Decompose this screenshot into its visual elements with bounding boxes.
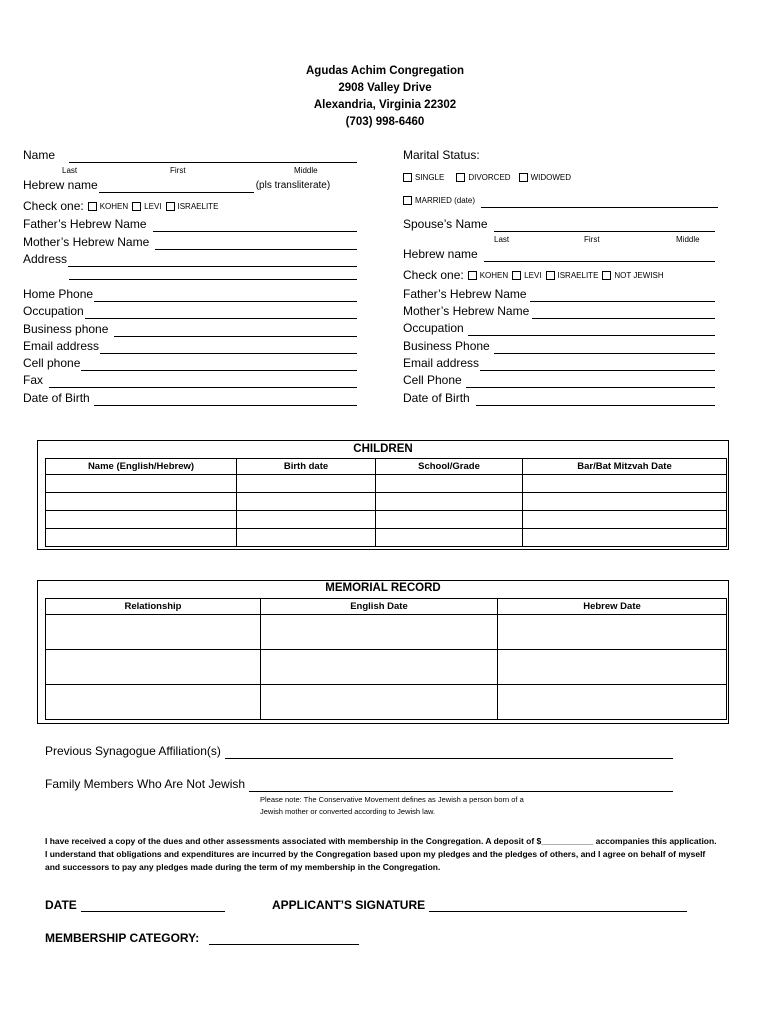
checkbox-icon [468, 271, 477, 280]
table-row[interactable] [46, 615, 727, 650]
tribe-check-left [23, 199, 357, 214]
spouse-name-label: Spouse’s Name [403, 217, 488, 231]
table-row[interactable] [46, 493, 727, 511]
note-line-2: Jewish mother or converted according to Jewish law. [260, 807, 436, 816]
spouse-mothers-hebrew-line[interactable] [532, 307, 715, 319]
signature-field[interactable] [272, 898, 687, 912]
date-line[interactable] [81, 900, 225, 912]
spouse-first-sub: First [584, 235, 600, 244]
business-phone-line[interactable] [114, 325, 357, 337]
membership-category-field[interactable] [45, 931, 359, 945]
spouse-fathers-hebrew-line[interactable] [530, 290, 715, 302]
israelite-label: ISRAELITE [177, 202, 219, 211]
org-street: 2908 Valley Drive [338, 82, 432, 94]
spouse-kohen-checkbox[interactable] [468, 268, 508, 283]
memorial-title: MEMORIAL RECORD [325, 582, 441, 594]
spouse-kohen-label: KOHEN [479, 271, 509, 280]
spouse-name-line[interactable] [494, 220, 716, 232]
table-row[interactable] [46, 475, 727, 493]
checkbox-icon [602, 271, 611, 280]
spouse-cell-phone-line[interactable] [466, 376, 715, 388]
name-last-sub: Last [62, 166, 78, 175]
spouse-email-line[interactable] [480, 359, 715, 371]
fax-field[interactable] [23, 373, 357, 388]
single-checkbox[interactable] [403, 170, 444, 185]
occupation-line[interactable] [85, 307, 357, 319]
check-one-label: Check one: [23, 199, 84, 213]
checkbox-icon [403, 196, 412, 205]
address-line-1[interactable] [68, 255, 357, 267]
checkbox-icon [166, 202, 175, 211]
note-line-1: Please note: The Conservative Movement defines as Jewish a person born of a [260, 795, 524, 804]
spouse-hebrew-name-line[interactable] [484, 250, 715, 262]
kohen-checkbox[interactable] [88, 199, 128, 214]
family-not-jewish-line[interactable] [249, 780, 673, 792]
spouse-email-field[interactable] [403, 356, 715, 371]
levi-checkbox[interactable] [132, 199, 161, 214]
address-line-2[interactable] [69, 279, 357, 280]
table-row[interactable] [46, 685, 727, 720]
mothers-hebrew-line[interactable] [155, 238, 357, 250]
membership-statement: I have received a copy of the dues and other assessments associated with membership in the Congregation. A deposit of $___________ accompanies this application. I understand that obligations and expenditures are incurred by the Congregation based upon my pledges and the pledges of others, and I agree on behalf of myself and successors to pay any pledges made during the term of my membership in the Congregation. [45, 836, 717, 872]
spouse-hebrew-name-label: Hebrew name [403, 247, 478, 261]
table-row[interactable] [46, 511, 727, 529]
email-field[interactable] [23, 339, 357, 354]
occupation-field[interactable] [23, 304, 357, 319]
married-label: MARRIED (date) [415, 196, 476, 205]
spouse-occupation-label: Occupation [403, 321, 464, 335]
dob-label: Date of Birth [23, 391, 90, 405]
checkbox-icon [456, 173, 465, 182]
name-label: Name [23, 148, 56, 162]
business-phone-field[interactable] [23, 322, 357, 337]
married-checkbox[interactable] [403, 193, 475, 208]
spouse-occupation-field[interactable] [403, 321, 715, 336]
marital-status-label: Marital Status: [403, 148, 480, 162]
prev-synagogue-label: Previous Synagogue Affiliation(s) [45, 744, 221, 758]
checkbox-icon [512, 271, 521, 280]
spouse-not-jewish-checkbox[interactable] [602, 268, 663, 283]
spouse-business-phone-field[interactable] [403, 339, 715, 354]
signature-label: APPLICANT’S SIGNATURE [272, 898, 426, 912]
spouse-business-phone-line[interactable] [494, 342, 715, 354]
spouse-check-one-label: Check one: [403, 268, 464, 282]
org-phone: (703) 998-6460 [345, 116, 425, 128]
spouse-dob-field[interactable] [403, 391, 715, 406]
memorial-header-row [46, 599, 727, 615]
memorial-col-hebrew-date: Hebrew Date [498, 599, 727, 615]
address-field[interactable] [23, 252, 357, 267]
checkbox-icon [88, 202, 97, 211]
children-header-row [46, 459, 727, 475]
name-middle-sub: Middle [294, 166, 318, 175]
name-first-sub: First [170, 166, 186, 175]
family-not-jewish-field[interactable] [45, 777, 673, 792]
checkbox-icon [403, 173, 412, 182]
divorced-checkbox[interactable] [456, 170, 510, 185]
spouse-fathers-hebrew-label: Father’s Hebrew Name [403, 287, 527, 301]
married-date-line[interactable] [481, 196, 718, 208]
occupation-label: Occupation [23, 304, 84, 318]
fathers-hebrew-field[interactable] [23, 217, 357, 232]
cell-phone-label: Cell phone [23, 356, 81, 370]
cell-phone-field[interactable] [23, 356, 357, 371]
spouse-mothers-hebrew-label: Mother’s Hebrew Name [403, 304, 530, 318]
cell-phone-line[interactable] [81, 359, 357, 371]
spouse-fathers-hebrew-field[interactable] [403, 287, 715, 302]
memorial-col-relationship: Relationship [46, 599, 261, 615]
date-label: DATE [45, 898, 77, 912]
prev-synagogue-field[interactable] [45, 744, 673, 759]
checkbox-icon [546, 271, 555, 280]
widowed-checkbox[interactable] [519, 170, 571, 185]
spouse-business-phone-label: Business Phone [403, 339, 490, 353]
table-row[interactable] [46, 529, 727, 547]
fathers-hebrew-line[interactable] [153, 220, 357, 232]
org-city: Alexandria, Virginia 22302 [313, 99, 457, 111]
divorced-label: DIVORCED [468, 173, 511, 182]
name-line[interactable] [69, 151, 357, 163]
children-title: CHILDREN [353, 443, 413, 455]
spouse-hebrew-name-field[interactable] [403, 247, 715, 262]
spouse-occupation-line[interactable] [468, 324, 715, 336]
spouse-email-label: Email address [403, 356, 480, 370]
name-field[interactable] [23, 148, 357, 163]
spouse-last-sub: Last [494, 235, 510, 244]
home-phone-line[interactable] [94, 290, 357, 302]
family-not-jewish-label: Family Members Who Are Not Jewish [45, 777, 246, 791]
dob-line[interactable] [94, 394, 357, 406]
checkbox-icon [519, 173, 528, 182]
tribe-check-right [403, 268, 723, 283]
hebrew-name-label: Hebrew name [23, 178, 98, 192]
israelite-checkbox[interactable] [166, 199, 219, 214]
home-phone-label: Home Phone [23, 287, 94, 301]
children-col-school: School/Grade [376, 459, 523, 475]
fax-label: Fax [23, 373, 44, 387]
org-name: Agudas Achim Congregation [305, 65, 465, 77]
prev-synagogue-line[interactable] [225, 747, 673, 759]
spouse-israelite-checkbox[interactable] [546, 268, 599, 283]
kohen-label: KOHEN [99, 202, 129, 211]
children-col-birth: Birth date [237, 459, 376, 475]
widowed-label: WIDOWED [530, 173, 572, 182]
pls-transliterate: (pls transliterate) [255, 180, 331, 191]
address-label: Address [23, 252, 68, 266]
spouse-cell-phone-field[interactable] [403, 373, 715, 388]
spouse-name-field[interactable] [403, 217, 715, 232]
email-label: Email address [23, 339, 100, 353]
signature-line[interactable] [429, 900, 687, 912]
hebrew-name-line[interactable] [99, 181, 254, 193]
spouse-israelite-label: ISRAELITE [557, 271, 599, 280]
married-field[interactable] [399, 193, 718, 208]
table-row[interactable] [46, 650, 727, 685]
single-label: SINGLE [415, 173, 445, 182]
spouse-not-jewish-label: NOT JEWISH [614, 271, 664, 280]
spouse-middle-sub: Middle [676, 235, 700, 244]
levi-label: LEVI [144, 202, 162, 211]
business-phone-label: Business phone [23, 322, 109, 336]
spouse-cell-phone-label: Cell Phone [403, 373, 462, 387]
date-field[interactable] [45, 898, 225, 912]
home-phone-field[interactable] [23, 287, 357, 302]
fathers-hebrew-label: Father’s Hebrew Name [23, 217, 147, 231]
spouse-levi-checkbox[interactable] [512, 268, 541, 283]
email-line[interactable] [100, 342, 357, 354]
mothers-hebrew-label: Mother’s Hebrew Name [23, 235, 150, 249]
hebrew-name-field[interactable] [23, 178, 343, 193]
fax-line[interactable] [49, 376, 357, 388]
memorial-table [45, 598, 727, 720]
spouse-mothers-hebrew-field[interactable] [403, 304, 715, 319]
children-col-name: Name (English/Hebrew) [46, 459, 237, 475]
spouse-dob-label: Date of Birth [403, 391, 470, 405]
memorial-col-english-date: English Date [261, 599, 498, 615]
dob-field[interactable] [23, 391, 357, 406]
checkbox-icon [132, 202, 141, 211]
spouse-levi-label: LEVI [524, 271, 542, 280]
spouse-dob-line[interactable] [476, 394, 715, 406]
children-table [45, 458, 727, 547]
membership-category-line[interactable] [209, 933, 359, 945]
membership-category-label: MEMBERSHIP CATEGORY: [45, 931, 200, 945]
marital-options [399, 170, 719, 185]
children-col-mitzvah: Bar/Bat Mitzvah Date [523, 459, 727, 475]
mothers-hebrew-field[interactable] [23, 235, 357, 250]
